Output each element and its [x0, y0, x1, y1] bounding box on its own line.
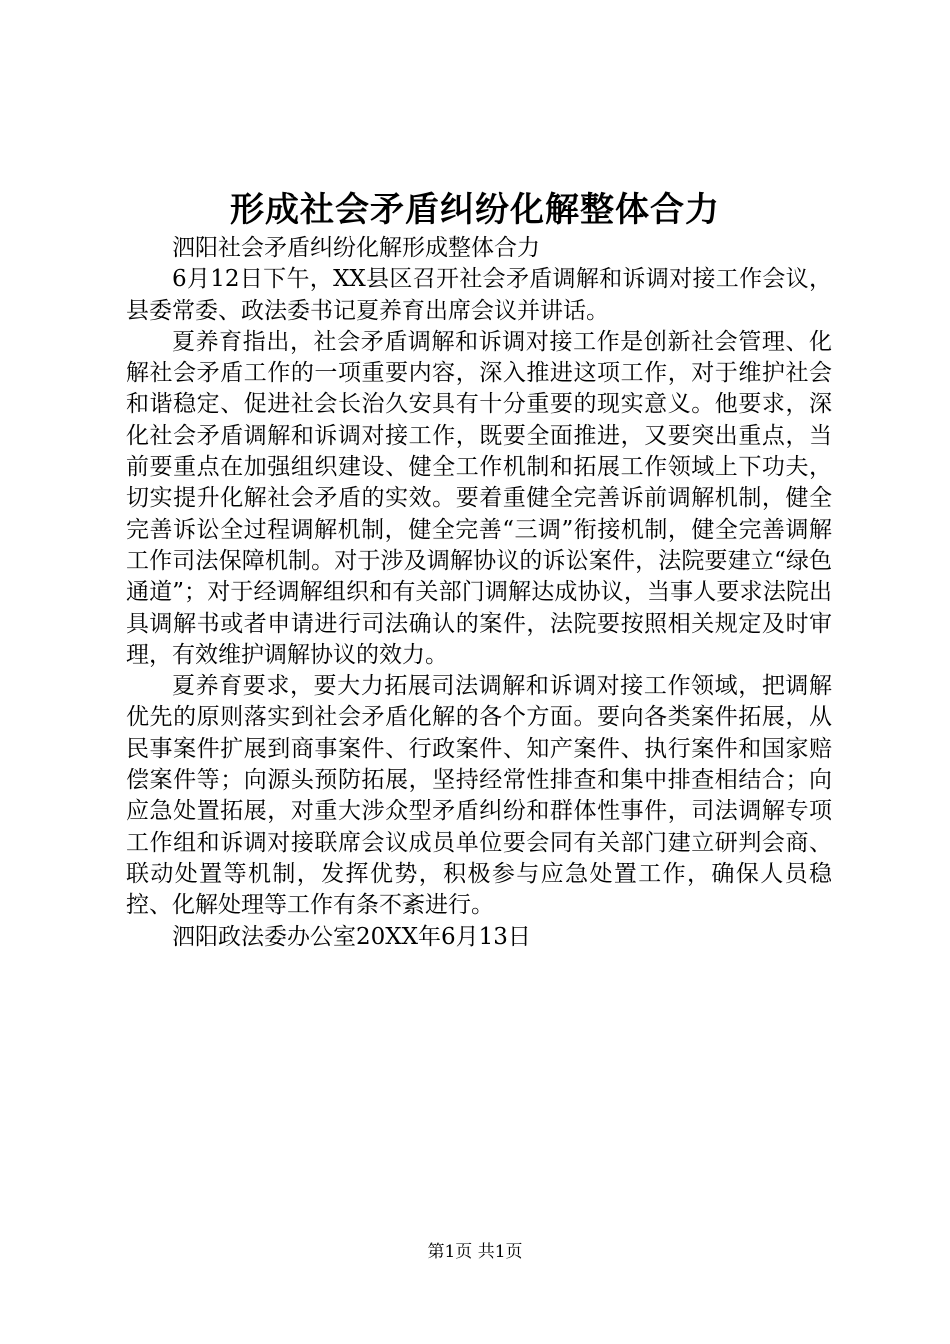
document-title: 形成社会矛盾纠纷化解整体合力 — [230, 190, 720, 230]
document-body — [126, 233, 832, 953]
signature-paragraph: 泗阳政法委办公室20XX年6月13日 — [172, 923, 531, 950]
subtitle-paragraph: 泗阳社会矛盾纠纷化解形成整体合力 — [172, 235, 540, 261]
body-paragraph: 夏养育指出，社会矛盾调解和诉调对接工作是创新社会管理、化解社会矛盾工作的一项重要内容，深入推进这项工作，对于维护社会和谐稳定、促进社会长治久安具有十分重要的现实意义。他要求，深化社会矛盾调解和诉调对接工作，既要全面推进，又要突出重点，当前要重点在加强组织建设、健全工作机制和拓展工作领域上下功夫，切实提升化解社会矛盾的实效。要着重健全完善诉前调解机制，健全完善诉讼全过程调解机制，健全完善“三调”衔接机制，健全完善调解工作司法保障机制。对于涉及调解协议的诉讼案件，法院要建立“绿色通道”；对于经调解组织和有关部门调解达成协议，当事人要求法院出具调解书或者申请进行司法确认的案件，法院要按照相关规定及时审理，有效维护调解协议的效力。 — [126, 328, 832, 668]
page-number-footer: 第1页 共1页 — [427, 1242, 523, 1262]
body-paragraph: 6月12日下午，XX县区召开社会矛盾调解和诉调对接工作会议，县委常委、政法委书记夏养育出席会议并讲话。 — [126, 266, 832, 324]
body-paragraph: 夏养育要求，要大力拓展司法调解和诉调对接工作领域，把调解优先的原则落实到社会矛盾化解的各个方面。要向各类案件拓展，从民事案件扩展到商事案件、行政案件、知产案件、执行案件和国家赔偿案件等；向源头预防拓展，坚持经常性排查和集中排查相结合；向应急处置拓展，对重大涉众型矛盾纠纷和群体性事件，司法调解专项工作组和诉调对接联席会议成员单位要会同有关部门建立研判会商、联动处置等机制，发挥优势，积极参与应急处置工作，确保人员稳控、化解处理等工作有条不紊进行。 — [126, 673, 832, 919]
